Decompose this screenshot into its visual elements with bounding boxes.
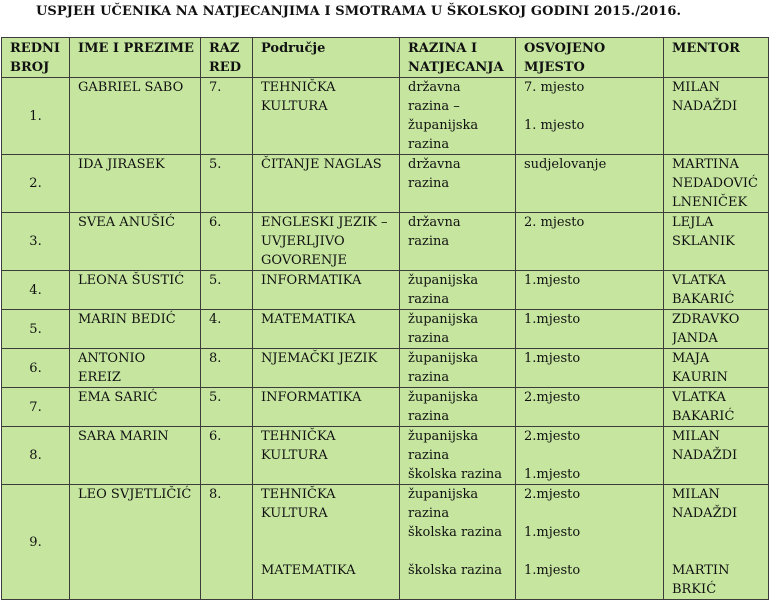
header-num-line: REDNI bbox=[10, 41, 60, 56]
page-title: USPJEH UČENIKA NA NATJECANJIMA I SMOTRAMA U ŠKOLSKOJ GODINI 2015./2016. bbox=[36, 4, 682, 19]
placement bbox=[516, 310, 664, 349]
placement-line: 1.mjesto bbox=[524, 563, 581, 578]
placement-line: 1.mjesto bbox=[524, 351, 581, 366]
mentor-name-line: MAJA bbox=[672, 351, 710, 366]
competition-level-line: razina bbox=[408, 409, 450, 424]
student-name-line: LEONA ŠUSTIĆ bbox=[78, 273, 185, 288]
student-name bbox=[70, 427, 201, 485]
grade: 8. bbox=[201, 485, 253, 600]
placement-line bbox=[524, 97, 660, 116]
competition-level-line: razina – bbox=[408, 99, 460, 114]
competition-level-line: državna bbox=[408, 157, 461, 172]
mentor-name-line: MILAN bbox=[672, 429, 720, 444]
placement-line: 1. mjesto bbox=[524, 118, 585, 133]
placement-line bbox=[524, 446, 660, 465]
placement bbox=[516, 427, 664, 485]
header-area-line: Područje bbox=[261, 41, 326, 56]
table-row bbox=[2, 310, 769, 349]
subject-area-line: GOVORENJE bbox=[261, 253, 347, 268]
mentor-name-line: ZDRAVKO bbox=[672, 312, 740, 327]
student-name-line: MARIN BEDIĆ bbox=[78, 312, 176, 327]
subject-area-line: TEHNIČKA bbox=[261, 429, 336, 444]
student-name-line: SVEA ANUŠIĆ bbox=[78, 215, 176, 230]
mentor-name-line: BAKARIĆ bbox=[672, 409, 735, 424]
header-level-line: NATJECANJA bbox=[408, 60, 504, 75]
subject-area-line: INFORMATIKA bbox=[261, 390, 362, 405]
header-area bbox=[253, 38, 400, 78]
placement-line: 1.mjesto bbox=[524, 467, 581, 482]
subject-area-line: ENGLESKI JEZIK – bbox=[261, 215, 388, 230]
grade: 6. bbox=[201, 427, 253, 485]
mentor-name-line: BAKARIĆ bbox=[672, 292, 735, 307]
mentor-name bbox=[664, 271, 769, 310]
student-name-line: GABRIEL SABO bbox=[78, 80, 184, 95]
competition-level bbox=[400, 310, 516, 349]
competition-level-line: razina bbox=[408, 176, 450, 191]
subject-area-line: NJEMAČKI JEZIK bbox=[261, 351, 378, 366]
header-level bbox=[400, 38, 516, 78]
placement bbox=[516, 213, 664, 271]
competition-level-line: razina bbox=[408, 137, 450, 152]
grade: 5. bbox=[201, 388, 253, 427]
competition-level-line: školska razina bbox=[408, 525, 503, 540]
placement bbox=[516, 485, 664, 600]
row-number: 8. bbox=[2, 427, 70, 485]
competition-level-line: razina bbox=[408, 292, 450, 307]
mentor-name-line: VLATKA bbox=[672, 273, 726, 288]
table-row bbox=[2, 349, 769, 388]
mentor-name bbox=[664, 349, 769, 388]
competition-level-line: županijska bbox=[408, 487, 479, 502]
mentor-name-line: BRKIĆ bbox=[672, 582, 717, 597]
grade: 6. bbox=[201, 213, 253, 271]
table-row bbox=[2, 485, 769, 600]
student-name bbox=[70, 213, 201, 271]
mentor-name bbox=[664, 388, 769, 427]
mentor-name bbox=[664, 78, 769, 155]
row-number: 2. bbox=[2, 155, 70, 213]
student-name bbox=[70, 485, 201, 600]
mentor-name-line: VLATKA bbox=[672, 390, 726, 405]
subject-area-line: UVJERLJIVO bbox=[261, 234, 345, 249]
subject-area-line: TEHNIČKA bbox=[261, 80, 336, 95]
subject-area bbox=[253, 155, 400, 213]
subject-area-line: MATEMATIKA bbox=[261, 312, 356, 327]
competition-level-line: državna bbox=[408, 80, 461, 95]
competition-level bbox=[400, 427, 516, 485]
header-name-line: IME I PREZIME bbox=[78, 41, 194, 56]
mentor-name bbox=[664, 155, 769, 213]
competition-level-line: županijska bbox=[408, 390, 479, 405]
mentor-name-line: LNENIČEK bbox=[672, 195, 748, 210]
placement-line: 2.mjesto bbox=[524, 429, 581, 444]
student-name bbox=[70, 78, 201, 155]
mentor-name-line: MILAN bbox=[672, 487, 720, 502]
header-place bbox=[516, 38, 664, 78]
competition-level-line: školska razina bbox=[408, 467, 503, 482]
row-number: 5. bbox=[2, 310, 70, 349]
placement bbox=[516, 155, 664, 213]
competition-level bbox=[400, 349, 516, 388]
mentor-name-line: NADAŽDI bbox=[672, 448, 738, 463]
grade: 4. bbox=[201, 310, 253, 349]
competition-level bbox=[400, 485, 516, 600]
competition-level-line: županijska bbox=[408, 273, 479, 288]
competition-level-line: razina bbox=[408, 506, 450, 521]
subject-area bbox=[253, 349, 400, 388]
placement bbox=[516, 388, 664, 427]
row-number: 6. bbox=[2, 349, 70, 388]
competition-level bbox=[400, 213, 516, 271]
mentor-name-line: MARTIN bbox=[672, 563, 730, 578]
competition-level bbox=[400, 271, 516, 310]
competition-level-line: državna bbox=[408, 215, 461, 230]
header-row bbox=[2, 38, 769, 78]
student-name bbox=[70, 310, 201, 349]
competition-level-line: razina bbox=[408, 370, 450, 385]
table-row bbox=[2, 155, 769, 213]
subject-area bbox=[253, 310, 400, 349]
grade: 5. bbox=[201, 155, 253, 213]
grade: 5. bbox=[201, 271, 253, 310]
competition-level-line: razina bbox=[408, 234, 450, 249]
placement-line: 1.mjesto bbox=[524, 525, 581, 540]
placement-line: 2.mjesto bbox=[524, 487, 581, 502]
placement-line: 2.mjesto bbox=[524, 390, 581, 405]
placement-line: sudjelovanje bbox=[524, 157, 607, 172]
mentor-name-line: NEDADOVIĆ bbox=[672, 176, 758, 191]
mentor-name-line: SKLANIK bbox=[672, 234, 735, 249]
competition-level-line bbox=[408, 542, 512, 561]
competition-level-line: školska razina bbox=[408, 563, 503, 578]
mentor-name-line: NADAŽDI bbox=[672, 506, 738, 521]
subject-area bbox=[253, 485, 400, 600]
mentor-name-line: JANDA bbox=[672, 331, 718, 346]
mentor-name-line: KAURIN bbox=[672, 370, 728, 385]
mentor-name bbox=[664, 427, 769, 485]
row-number: 3. bbox=[2, 213, 70, 271]
subject-area-line: ČITANJE NAGLAS bbox=[261, 157, 382, 172]
table-row bbox=[2, 271, 769, 310]
student-name-line: SARA MARIN bbox=[78, 429, 169, 444]
subject-area bbox=[253, 427, 400, 485]
mentor-name-line: MARTINA bbox=[672, 157, 739, 172]
subject-area-line bbox=[261, 542, 396, 561]
subject-area bbox=[253, 388, 400, 427]
header-grade-line: RED bbox=[209, 60, 241, 75]
student-name bbox=[70, 155, 201, 213]
table-row bbox=[2, 78, 769, 155]
grade: 7. bbox=[201, 78, 253, 155]
student-name-line: ANTONIO bbox=[78, 351, 146, 366]
header-grade-line: RAZ bbox=[209, 41, 240, 56]
student-name-line: IDA JIRASEK bbox=[78, 157, 165, 172]
header-place-line: OSVOJENO bbox=[524, 41, 606, 56]
grade: 8. bbox=[201, 349, 253, 388]
mentor-name-line: LEJLA bbox=[672, 215, 714, 230]
subject-area bbox=[253, 78, 400, 155]
placement-line: 1.mjesto bbox=[524, 273, 581, 288]
mentor-name bbox=[664, 485, 769, 600]
competition-level-line: županijska bbox=[408, 351, 479, 366]
competition-level-line: županijska bbox=[408, 118, 479, 133]
competition-level bbox=[400, 388, 516, 427]
competition-level bbox=[400, 78, 516, 155]
subject-area-line: KULTURA bbox=[261, 506, 328, 521]
placement bbox=[516, 78, 664, 155]
placement-line bbox=[524, 542, 660, 561]
competition-level-line: županijska bbox=[408, 429, 479, 444]
subject-area-line: TEHNIČKA bbox=[261, 487, 336, 502]
subject-area-line: INFORMATIKA bbox=[261, 273, 362, 288]
student-name-line: EMA SARIĆ bbox=[78, 390, 158, 405]
mentor-name-line bbox=[672, 542, 765, 561]
subject-area bbox=[253, 213, 400, 271]
subject-area-line: MATEMATIKA bbox=[261, 563, 356, 578]
competition-level-line: razina bbox=[408, 448, 450, 463]
placement-line: 7. mjesto bbox=[524, 80, 585, 95]
mentor-name-line bbox=[672, 523, 765, 542]
placement-line: 2. mjesto bbox=[524, 215, 585, 230]
header-name bbox=[70, 38, 201, 78]
table-row bbox=[2, 213, 769, 271]
subject-area-line bbox=[261, 523, 396, 542]
placement-line: 1.mjesto bbox=[524, 312, 581, 327]
subject-area bbox=[253, 271, 400, 310]
header-num-line: BROJ bbox=[10, 60, 50, 75]
header-grade bbox=[201, 38, 253, 78]
mentor-name-line: MILAN bbox=[672, 80, 720, 95]
header-mentor-line: MENTOR bbox=[672, 41, 740, 56]
placement-line bbox=[524, 504, 660, 523]
header-mentor bbox=[664, 38, 769, 78]
table-row bbox=[2, 427, 769, 485]
row-number: 7. bbox=[2, 388, 70, 427]
competition-level bbox=[400, 155, 516, 213]
student-name-line: EREIZ bbox=[78, 370, 121, 385]
student-name bbox=[70, 349, 201, 388]
header-level-line: RAZINA I bbox=[408, 41, 478, 56]
mentor-name bbox=[664, 310, 769, 349]
header-place-line: MJESTO bbox=[524, 60, 585, 75]
subject-area-line: KULTURA bbox=[261, 99, 328, 114]
student-name bbox=[70, 388, 201, 427]
results-table bbox=[1, 37, 769, 600]
competition-level-line: razina bbox=[408, 331, 450, 346]
mentor-name bbox=[664, 213, 769, 271]
competition-level-line: županijska bbox=[408, 312, 479, 327]
table-row bbox=[2, 388, 769, 427]
header-num bbox=[2, 38, 70, 78]
placement bbox=[516, 349, 664, 388]
row-number: 9. bbox=[2, 485, 70, 600]
row-number: 4. bbox=[2, 271, 70, 310]
mentor-name-line: NADAŽDI bbox=[672, 99, 738, 114]
student-name bbox=[70, 271, 201, 310]
placement bbox=[516, 271, 664, 310]
student-name-line: LEO SVJETLIČIĆ bbox=[78, 487, 192, 502]
subject-area-line: KULTURA bbox=[261, 448, 328, 463]
row-number: 1. bbox=[2, 78, 70, 155]
